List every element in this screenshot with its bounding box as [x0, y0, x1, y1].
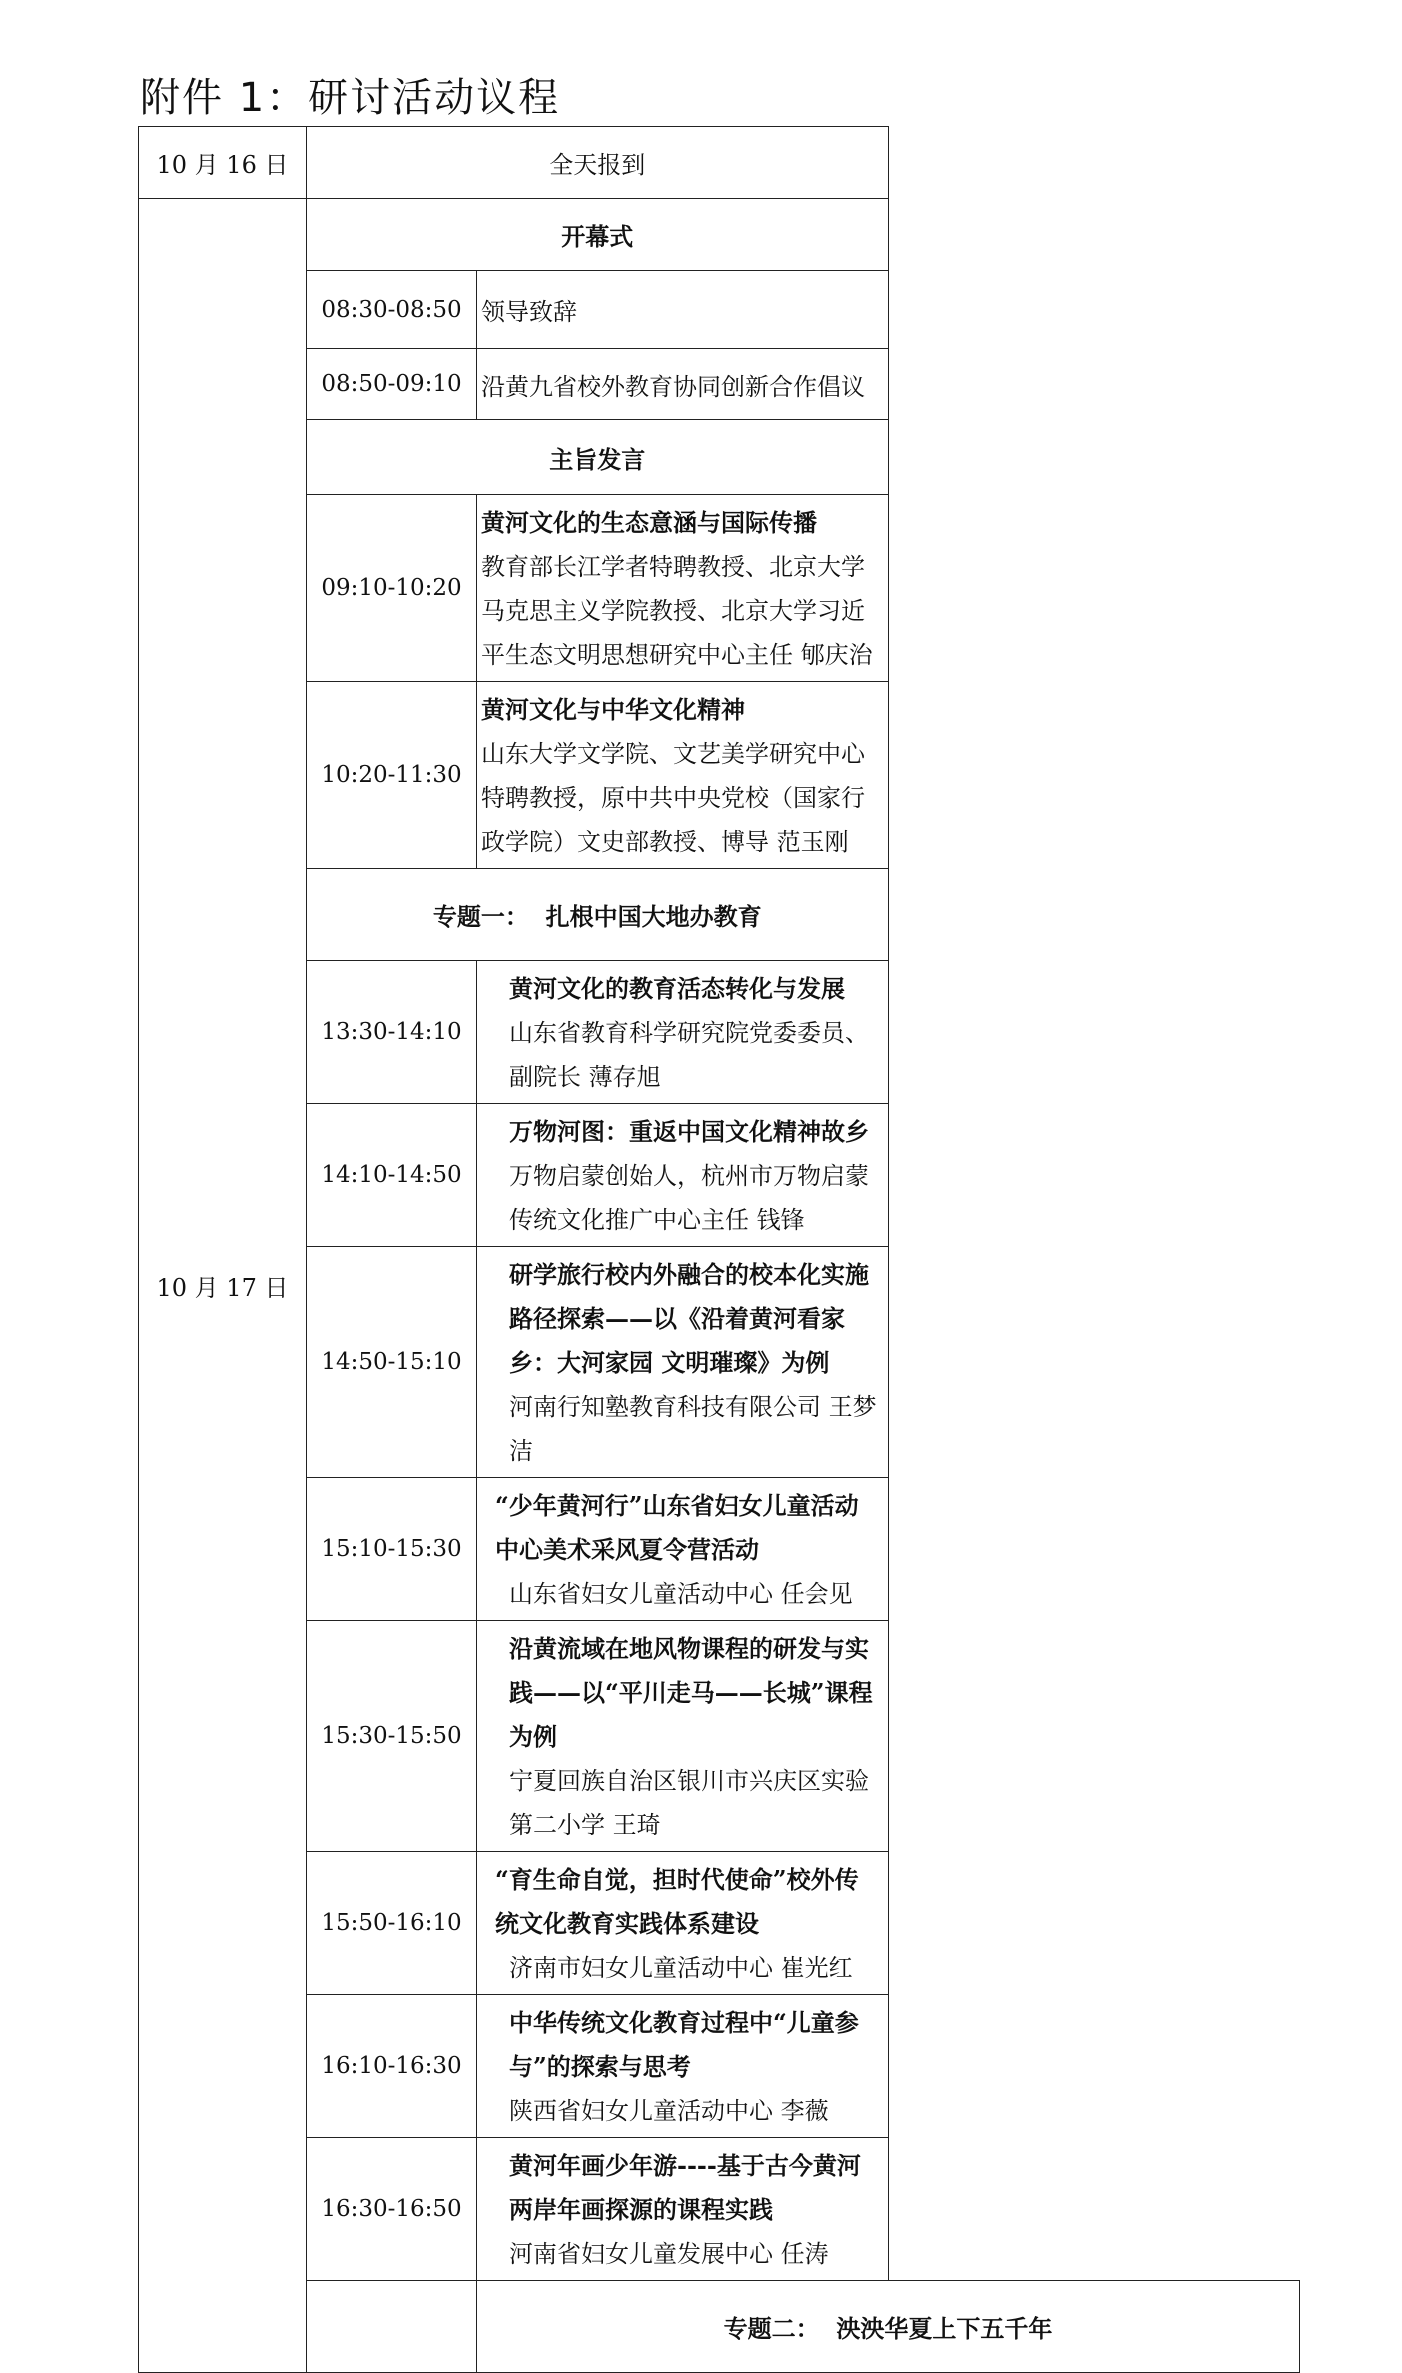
speaker-info: 宁夏回族自治区银川市兴庆区实验第二小学 王琦	[509, 1767, 869, 1839]
agenda-item: 沿黄九省校外教育协同创新合作倡议	[477, 349, 889, 420]
time-cell: 13:30-14:10	[307, 961, 477, 1104]
table-row	[139, 349, 1300, 420]
speaker-info: 陕西省妇女儿童活动中心 李薇	[509, 2097, 829, 2125]
agenda-item	[477, 495, 889, 682]
table-row	[139, 2138, 1300, 2281]
table-row	[139, 495, 1300, 682]
agenda-item	[477, 1247, 889, 1478]
agenda-item	[477, 961, 889, 1104]
section-title: 开幕式	[307, 199, 889, 271]
table-row	[139, 1852, 1300, 1995]
table-row	[139, 1104, 1300, 1247]
table-row	[139, 961, 1300, 1104]
section-title: 专题一： 扎根中国大地办教育	[307, 869, 889, 961]
speaker-info: 济南市妇女儿童活动中心 崔光红	[509, 1954, 853, 1982]
talk-title: “育生命自觉，担时代使命”校外传统文化教育实践体系建设	[495, 1865, 859, 1938]
table-row	[139, 271, 1300, 349]
agenda-item	[477, 682, 889, 869]
table-row	[139, 127, 1300, 199]
time-cell: 08:30-08:50	[307, 271, 477, 349]
talk-title: “少年黄河行”山东省妇女儿童活动中心美术采风夏令营活动	[495, 1491, 859, 1564]
time-cell: 10:20-11:30	[307, 682, 477, 869]
agenda-item	[477, 1104, 889, 1247]
talk-title: 黄河年画少年游----基于古今黄河两岸年画探源的课程实践	[509, 2151, 861, 2224]
time-cell: 09:10-10:20	[307, 495, 477, 682]
agenda-item	[477, 1478, 889, 1621]
agenda-item	[477, 1995, 889, 2138]
table-row	[139, 1478, 1300, 1621]
speaker-info: 山东省教育科学研究院党委委员、副院长 薄存旭	[509, 1019, 869, 1091]
speaker-info: 河南行知塾教育科技有限公司 王梦洁	[509, 1393, 877, 1465]
page-title: 附件 1：研讨活动议程	[140, 75, 561, 121]
time-cell: 15:10-15:30	[307, 1478, 477, 1621]
agenda-item	[477, 1852, 889, 1995]
time-cell: 16:30-16:50	[307, 2138, 477, 2281]
agenda-item	[477, 1621, 889, 1852]
speaker-info: 河南省妇女儿童发展中心 任涛	[509, 2240, 829, 2268]
talk-title: 中华传统文化教育过程中“儿童参与”的探索与思考	[509, 2008, 859, 2081]
section-title: 专题二： 泱泱华夏上下五千年	[477, 2281, 1300, 2373]
agenda-item	[477, 2138, 889, 2281]
talk-title: 黄河文化的教育活态转化与发展	[509, 974, 845, 1003]
talk-title: 沿黄流域在地风物课程的研发与实践——以“平川走马——长城”课程为例	[509, 1634, 873, 1751]
table-row	[139, 199, 1300, 271]
registration-cell: 全天报到	[307, 127, 889, 199]
table-row	[139, 1247, 1300, 1478]
speaker-info: 山东大学文学院、文艺美学研究中心特聘教授，原中共中央党校（国家行政学院）文史部教授、博导 范玉刚	[481, 740, 865, 856]
table-row	[139, 682, 1300, 869]
speaker-info: 万物启蒙创始人，杭州市万物启蒙传统文化推广中心主任 钱锋	[509, 1162, 869, 1234]
table-row	[139, 869, 1300, 961]
time-cell: 08:50-09:10	[307, 349, 477, 420]
talk-title: 黄河文化的生态意涵与国际传播	[481, 508, 817, 537]
talk-title: 研学旅行校内外融合的校本化实施路径探索——以《沿着黄河看家乡：大河家园 文明璀璨》为例	[509, 1260, 869, 1377]
talk-title: 万物河图：重返中国文化精神故乡	[509, 1117, 869, 1146]
time-cell: 14:10-14:50	[307, 1104, 477, 1247]
speaker-info: 教育部长江学者特聘教授、北京大学马克思主义学院教授、北京大学习近平生态文明思想研究中心主任 郇庆治	[481, 553, 873, 669]
agenda-table	[138, 126, 1300, 2373]
table-row	[139, 1621, 1300, 1852]
date-cell-empty	[307, 2281, 477, 2373]
time-cell: 15:30-15:50	[307, 1621, 477, 1852]
table-row	[139, 420, 1300, 495]
date-cell: 10 月 17 日	[139, 199, 307, 2373]
date-cell: 10 月 16 日	[139, 127, 307, 199]
time-cell: 15:50-16:10	[307, 1852, 477, 1995]
table-row	[139, 2281, 1300, 2373]
time-cell: 16:10-16:30	[307, 1995, 477, 2138]
talk-title: 黄河文化与中华文化精神	[481, 695, 745, 724]
table-row	[139, 1995, 1300, 2138]
speaker-info: 山东省妇女儿童活动中心 任会见	[509, 1580, 853, 1608]
section-title: 主旨发言	[307, 420, 889, 495]
agenda-item: 领导致辞	[477, 271, 889, 349]
time-cell: 14:50-15:10	[307, 1247, 477, 1478]
